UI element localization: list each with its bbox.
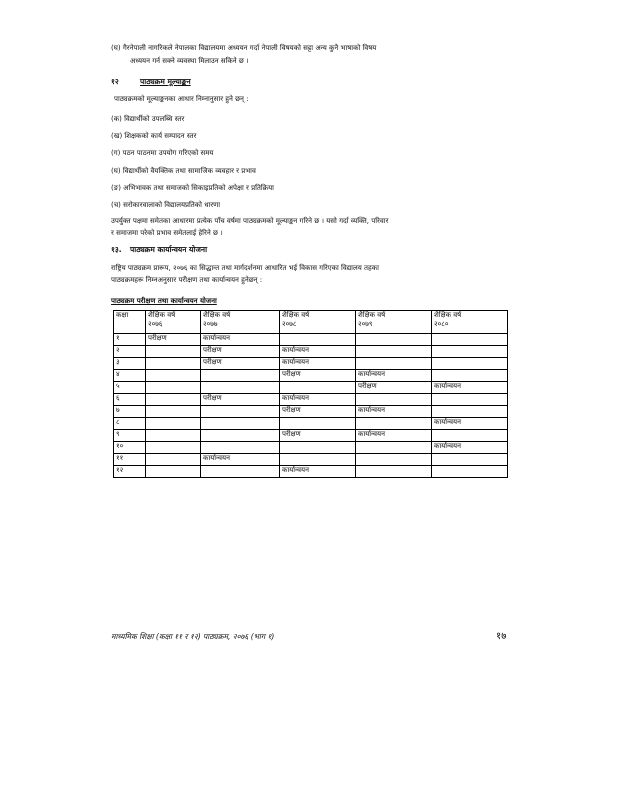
grade-cell: ३: [114, 358, 146, 370]
table-cell: कार्यान्वयन: [280, 466, 356, 478]
table-cell: [280, 418, 356, 430]
paragraph-line: पाठ्यक्रमहरू निम्नअनुसार परीक्षण तथा कार्यान्वयन हुनेछन् :: [111, 276, 263, 284]
table-cell: कार्यान्वयन: [280, 394, 356, 406]
table-cell: [201, 466, 280, 478]
table-cell: [356, 442, 432, 454]
header-label: शैक्षिक वर्ष: [203, 311, 231, 319]
header-year: २०८०: [434, 320, 449, 328]
table-cell: परीक्षण: [280, 430, 356, 442]
header-year: २०७९: [358, 320, 373, 328]
table-cell: [146, 382, 201, 394]
table-cell: [146, 442, 201, 454]
table-header-cell: [114, 311, 146, 334]
grade-cell: १: [114, 334, 146, 346]
table-cell: [146, 418, 201, 430]
table-cell: [146, 406, 201, 418]
table-cell: कार्यान्वयन: [432, 382, 508, 394]
table-cell: कार्यान्वयन: [432, 418, 508, 430]
table-cell: [432, 454, 508, 466]
header-label: शैक्षिक वर्ष: [282, 311, 310, 319]
table-cell: [146, 358, 201, 370]
table-cell: [201, 418, 280, 430]
table-cell: [432, 370, 508, 382]
header-label: शैक्षिक वर्ष: [358, 311, 386, 319]
table-header-cell: [356, 311, 432, 334]
table-cell: [280, 382, 356, 394]
header-year: २०७७: [203, 320, 218, 328]
table-cell: [280, 454, 356, 466]
section-heading: पाठ्यक्रम कार्यान्वयन योजना: [130, 245, 208, 254]
table-cell: [146, 394, 201, 406]
header-label: कक्षा: [116, 311, 129, 319]
table-cell: [432, 430, 508, 442]
list-item: (ग) पठन पाठनमा उपयोग गरिएको समय: [111, 149, 214, 157]
table-cell: परीक्षण: [280, 370, 356, 382]
grade-cell: ११: [114, 454, 146, 466]
table-cell: [356, 394, 432, 406]
table-cell: [432, 406, 508, 418]
paragraph-line: (घ) गैरनेपाली नागरिकले नेपालका विद्यालयमा अध्ययन गर्दा नेपाली विषयको सट्टा अन्य कुनै भाषाको विषय: [111, 44, 377, 52]
paragraph-line: अध्ययन गर्न सक्ने व्यवस्था मिलाउन सकिने छ ।: [130, 57, 249, 65]
paragraph-line: राष्ट्रिय पाठ्यक्रम प्रारूप, २०७६ का सिद्धान्त तथा मार्गदर्शनमा आधारित भई विकास गरिएका विद्यालय तहका: [111, 264, 379, 272]
footer-text: माध्यमिक शिक्षा (कक्षा ११ र १२) पाठ्यक्रम, २०७६ (भाग १): [111, 632, 275, 641]
paragraph-line: र समाजमा परेको प्रभाव समेतलाई हेरिने छ ।: [111, 229, 223, 237]
table-cell: [356, 466, 432, 478]
table-header-cell: [201, 311, 280, 334]
table-cell: [201, 406, 280, 418]
grade-cell: ४: [114, 370, 146, 382]
table-cell: [201, 370, 280, 382]
table-row: [114, 382, 508, 394]
table-cell: कार्यान्वयन: [356, 370, 432, 382]
table-cell: [356, 346, 432, 358]
header-label: शैक्षिक वर्ष: [434, 311, 462, 319]
page-number: १७: [496, 631, 507, 642]
grade-cell: १२: [114, 466, 146, 478]
table-row: [114, 334, 508, 346]
list-item: (ङ) अभिभावक तथा समाजको सिकाइप्रतिको अपेक्षा र प्रतिक्रिया: [111, 184, 274, 192]
table-cell: [432, 358, 508, 370]
table-cell: कार्यान्वयन: [432, 442, 508, 454]
table-cell: [356, 418, 432, 430]
table-cell: [146, 466, 201, 478]
section-heading: पाठ्यक्रम मूल्याङ्कन: [140, 77, 191, 86]
table-cell: [356, 334, 432, 346]
table-cell: [146, 430, 201, 442]
grade-cell: १०: [114, 442, 146, 454]
table-header-cell: [432, 311, 508, 334]
table-cell: कार्यान्वयन: [201, 334, 280, 346]
paragraph-line: उपर्युक्त पक्षमा समेतका आधारमा प्रत्येक पाँच वर्षमा पाठ्यक्रमको मूल्याङ्कन गरिने छ । यसो गर्दा व्यक्ति, परिवार: [111, 217, 389, 225]
table-header-cell: [280, 311, 356, 334]
table-cell: कार्यान्वयन: [356, 406, 432, 418]
section-number: १२: [111, 77, 119, 86]
header-year: २०७८: [282, 320, 297, 328]
table-row: [114, 442, 508, 454]
list-item: (घ) विद्यार्थीको वैयक्तिक तथा सामाजिक व्यवहार र प्रभाव: [111, 167, 256, 175]
table-cell: [280, 334, 356, 346]
table-cell: [432, 334, 508, 346]
table-cell: [432, 394, 508, 406]
list-item: (क) विद्यार्थीको उपलब्धि स्तर: [111, 115, 185, 123]
table-row: [114, 394, 508, 406]
table-cell: [432, 346, 508, 358]
table-cell: [146, 454, 201, 466]
list-item: (च) सरोकारवालाको विद्यालयप्रतिको धारणा: [111, 201, 221, 209]
table-header-cell: [146, 311, 201, 334]
table-cell: कार्यान्वयन: [356, 430, 432, 442]
table-cell: [356, 358, 432, 370]
table-row: [114, 418, 508, 430]
grade-cell: ६: [114, 394, 146, 406]
table-cell: परीक्षण: [356, 382, 432, 394]
table-row: [114, 454, 508, 466]
table-row: [114, 430, 508, 442]
table-title: पाठ्यक्रम परीक्षण तथा कार्यान्वयन योजना: [111, 297, 217, 305]
table-cell: कार्यान्वयन: [280, 358, 356, 370]
table-cell: [201, 382, 280, 394]
section-number: १३.: [111, 245, 122, 254]
table-cell: [146, 346, 201, 358]
table-row: [114, 358, 508, 370]
table-cell: [280, 442, 356, 454]
table-row: [114, 406, 508, 418]
table-cell: परीक्षण: [146, 334, 201, 346]
table-cell: कार्यान्वयन: [280, 346, 356, 358]
table-cell: परीक्षण: [201, 394, 280, 406]
table-cell: परीक्षण: [201, 346, 280, 358]
table-cell: कार्यान्वयन: [201, 454, 280, 466]
implementation-table: [113, 310, 508, 478]
table-cell: [356, 454, 432, 466]
table-header-row: [114, 311, 508, 334]
grade-cell: ९: [114, 430, 146, 442]
grade-cell: ५: [114, 382, 146, 394]
paragraph-line: पाठ्यक्रमको मूल्याङ्कनका आधार निम्नानुसार हुने छन् :: [114, 95, 249, 103]
header-label: शैक्षिक वर्ष: [148, 311, 176, 319]
list-item: (ख) शिक्षकको कार्य सम्पादन स्तर: [111, 132, 197, 140]
grade-cell: ७: [114, 406, 146, 418]
table-cell: [201, 442, 280, 454]
table-cell: [432, 466, 508, 478]
table-cell: परीक्षण: [280, 406, 356, 418]
table-row: [114, 370, 508, 382]
table-row: [114, 346, 508, 358]
grade-cell: ८: [114, 418, 146, 430]
table-cell: [201, 430, 280, 442]
grade-cell: २: [114, 346, 146, 358]
table-row: [114, 466, 508, 478]
table-cell: [146, 370, 201, 382]
table-cell: परीक्षण: [201, 358, 280, 370]
header-year: २०७६: [148, 320, 163, 328]
